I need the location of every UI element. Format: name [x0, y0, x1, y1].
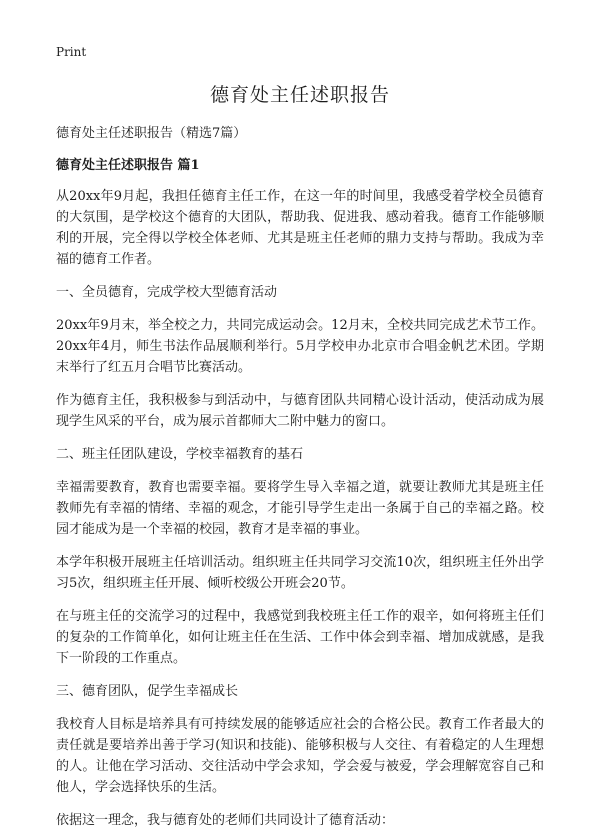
paragraph-training: 本学年积极开展班主任培训活动。组织班主任共同学习交流10次，组织班主任外出学习5次，组织班主任开展、倾听校级公开班会20节。 [56, 555, 544, 591]
print-link[interactable]: Print [56, 45, 87, 59]
section-heading-2: 二、班主任团队建设，学校幸福教育的基石 [56, 447, 304, 462]
paragraph-goals: 我校育人目标是培养具有可持续发展的能够适应社会的合格公民。教育工作者最大的责任就是要培养出善于学习(知识和技能)、能够积极与人交往、有着稳定的人生理想的人。让他在学习活动、交往活动中学会求知，学会爱与被爱，学会理解宽容自己和他人，学会选择快乐的生活。 [56, 717, 544, 795]
paragraph-happiness: 幸福需要教育，教育也需要幸福。要将学生导入幸福之道，就要让教师尤其是班主任教师先有幸福的情绪、幸福的观念，才能引导学生走出一条属于自己的幸福之路。校园才能成为是一个幸福的校园，教育才是幸福的事业。 [56, 480, 544, 537]
paragraph-role: 作为德育主任，我积极参与到活动中，与德育团队共同精心设计活动，使活动成为展现学生风采的平台，成为展示首都师大二附中魅力的窗口。 [56, 393, 544, 429]
document-title: 德育处主任述职报告 [209, 84, 390, 106]
paragraph-design: 依据这一理念，我与德育处的老师们共同设计了德育活动： [56, 813, 395, 828]
document-subtitle: 德育处主任述职报告（精选7篇） [56, 126, 247, 141]
paragraph-intro: 从20xx年9月起，我担任德育主任工作，在这一年的时间里，我感受着学校全员德育的大氛围，是学校这个德育的大团队，帮助我、促进我、感动着我。德育工作能够顺利的开展，完全得以学校全体老师、尤其是班主任老师的鼎力支持与帮助。我成为幸福的德育工作者。 [56, 189, 544, 267]
section-heading-3: 三、德育团队，促学生幸福成长 [56, 684, 239, 699]
section-heading-1: 一、全员德育，完成学校大型德育活动 [56, 285, 278, 300]
paragraph-reflection: 在与班主任的交流学习的过程中，我感觉到我校班主任工作的艰辛，如何将班主任们的复杂的工作简单化，如何让班主任在生活、工作中体会到幸福、增加成就感，是我下一阶段的工作重点。 [56, 609, 544, 666]
paragraph-activities: 20xx年9月末，举全校之力，共同完成运动会。12月末，全校共同完成艺术节工作。20xx年4月，师生书法作品展顺利举行。5月学校申办北京市合唱金帆艺术团。学期末举行了红五月合唱节比赛活动。 [56, 318, 544, 375]
part-heading: 德育处主任述职报告 篇1 [56, 158, 200, 173]
